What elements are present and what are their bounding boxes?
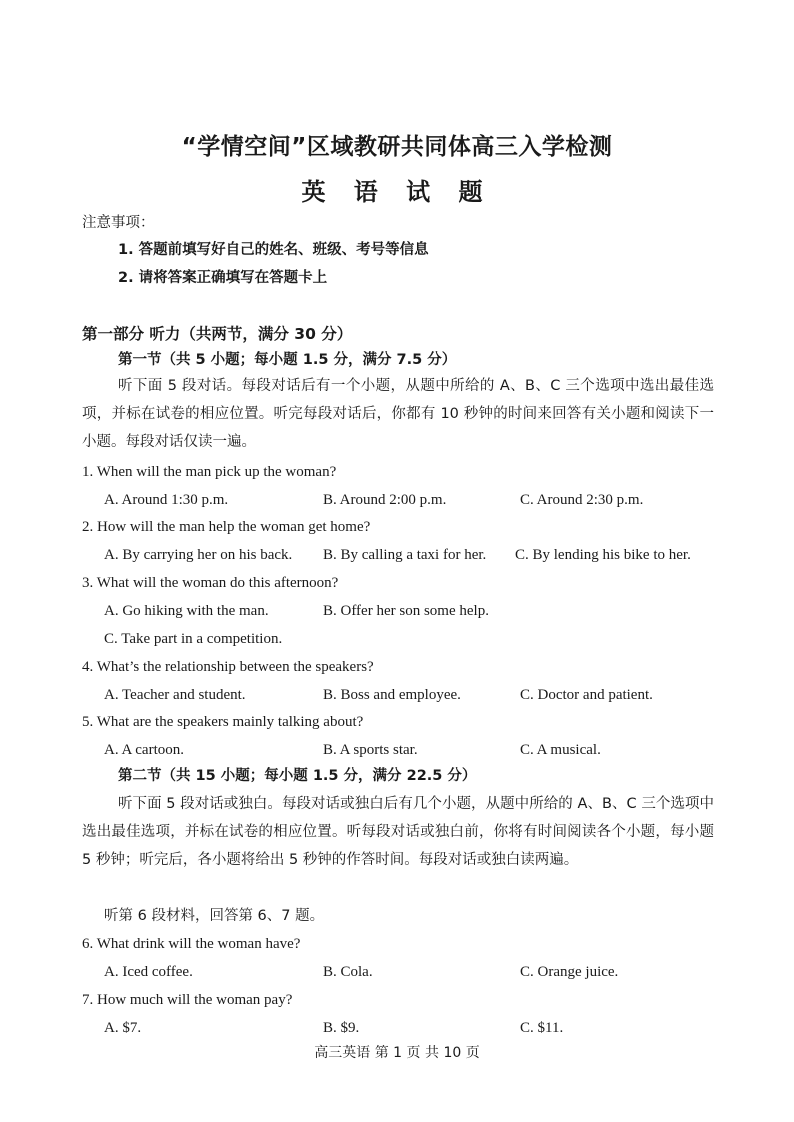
q6-option-c: C. Orange juice.: [520, 964, 619, 980]
question-6: 6. What drink will the woman have?: [82, 936, 301, 952]
q2-option-a: A. By carrying her on his back.: [104, 547, 293, 563]
question-5: 5. What are the speakers mainly talking about?: [82, 714, 364, 730]
question-4: 4. What’s the relationship between the speakers?: [82, 659, 374, 675]
q7-option-a: A. $7.: [104, 1020, 142, 1036]
q5-option-c: C. A musical.: [520, 742, 601, 758]
q6-option-b: B. Cola.: [323, 964, 373, 980]
q3-option-c: C. Take part in a competition.: [104, 631, 283, 647]
q5-option-b: B. A sports star.: [323, 742, 418, 758]
question-7: 7. How much will the woman pay?: [82, 992, 293, 1008]
q3-option-b: B. Offer her son some help.: [323, 603, 489, 619]
q7-option-c: C. $11.: [520, 1020, 564, 1036]
q4-option-b: B. Boss and employee.: [323, 687, 461, 703]
question-1: 1. When will the man pick up the woman?: [82, 464, 337, 480]
q2-option-b: B. By calling a taxi for her.: [323, 547, 487, 563]
section2-heading: 第二节（共 15 小题；每小题 1.5 分，满分 22.5 分）: [118, 768, 477, 784]
q5-option-a: A. A cartoon.: [104, 742, 184, 758]
q2-option-c: C. By lending his bike to her.: [515, 547, 691, 563]
part1-heading: 第一部分 听力（共两节，满分 30 分）: [82, 325, 353, 343]
q7-option-b: B. $9.: [323, 1020, 360, 1036]
question-2: 2. How will the man help the woman get home?: [82, 519, 371, 535]
q4-option-a: A. Teacher and student.: [104, 687, 246, 703]
material-note: 听第 6 段材料，回答第 6、7 题。: [104, 908, 325, 924]
question-3: 3. What will the woman do this afternoon?: [82, 575, 339, 591]
section2-instructions: 听下面 5 段对话或独白。每段对话或独白后有几个小题，从题中所给的 A、B、C 三个选项中选出最佳选项，并标在试卷的相应位置。听每段对话或独白前，你将有时间阅读各个小题，每小题 5 秒钟；听完后，各小题将给出 5 秒钟的作答时间。每段对话或独白读两遍。: [82, 796, 714, 868]
notice-item-1: 1. 答题前填写好自己的姓名、班级、考号等信息: [118, 242, 429, 258]
notice-item-2: 2. 请将答案正确填写在答题卡上: [118, 270, 328, 286]
q1-option-c: C. Around 2:30 p.m.: [520, 492, 644, 508]
section1-heading: 第一节（共 5 小题；每小题 1.5 分，满分 7.5 分）: [118, 352, 457, 368]
q4-option-c: C. Doctor and patient.: [520, 687, 653, 703]
q3-option-a: A. Go hiking with the man.: [104, 603, 269, 619]
section1-instructions: 听下面 5 段对话。每段对话后有一个小题，从题中所给的 A、B、C 三个选项中选出最佳选项，并标在试卷的相应位置。听完每段对话后，你都有 10 秒钟的时间来回答有关小题和阅读下一小题。每段对话仅读一遍。: [82, 378, 714, 450]
exam-title: “学情空间”区域教研共同体高三入学检测: [181, 134, 613, 160]
q6-option-a: A. Iced coffee.: [104, 964, 193, 980]
q1-option-a: A. Around 1:30 p.m.: [104, 492, 229, 508]
q1-option-b: B. Around 2:00 p.m.: [323, 492, 447, 508]
page-footer: 高三英语 第 1 页 共 10 页: [314, 1045, 480, 1061]
notice-heading: 注意事项：: [82, 215, 155, 231]
exam-subtitle: 英 语 试 题: [301, 178, 493, 206]
